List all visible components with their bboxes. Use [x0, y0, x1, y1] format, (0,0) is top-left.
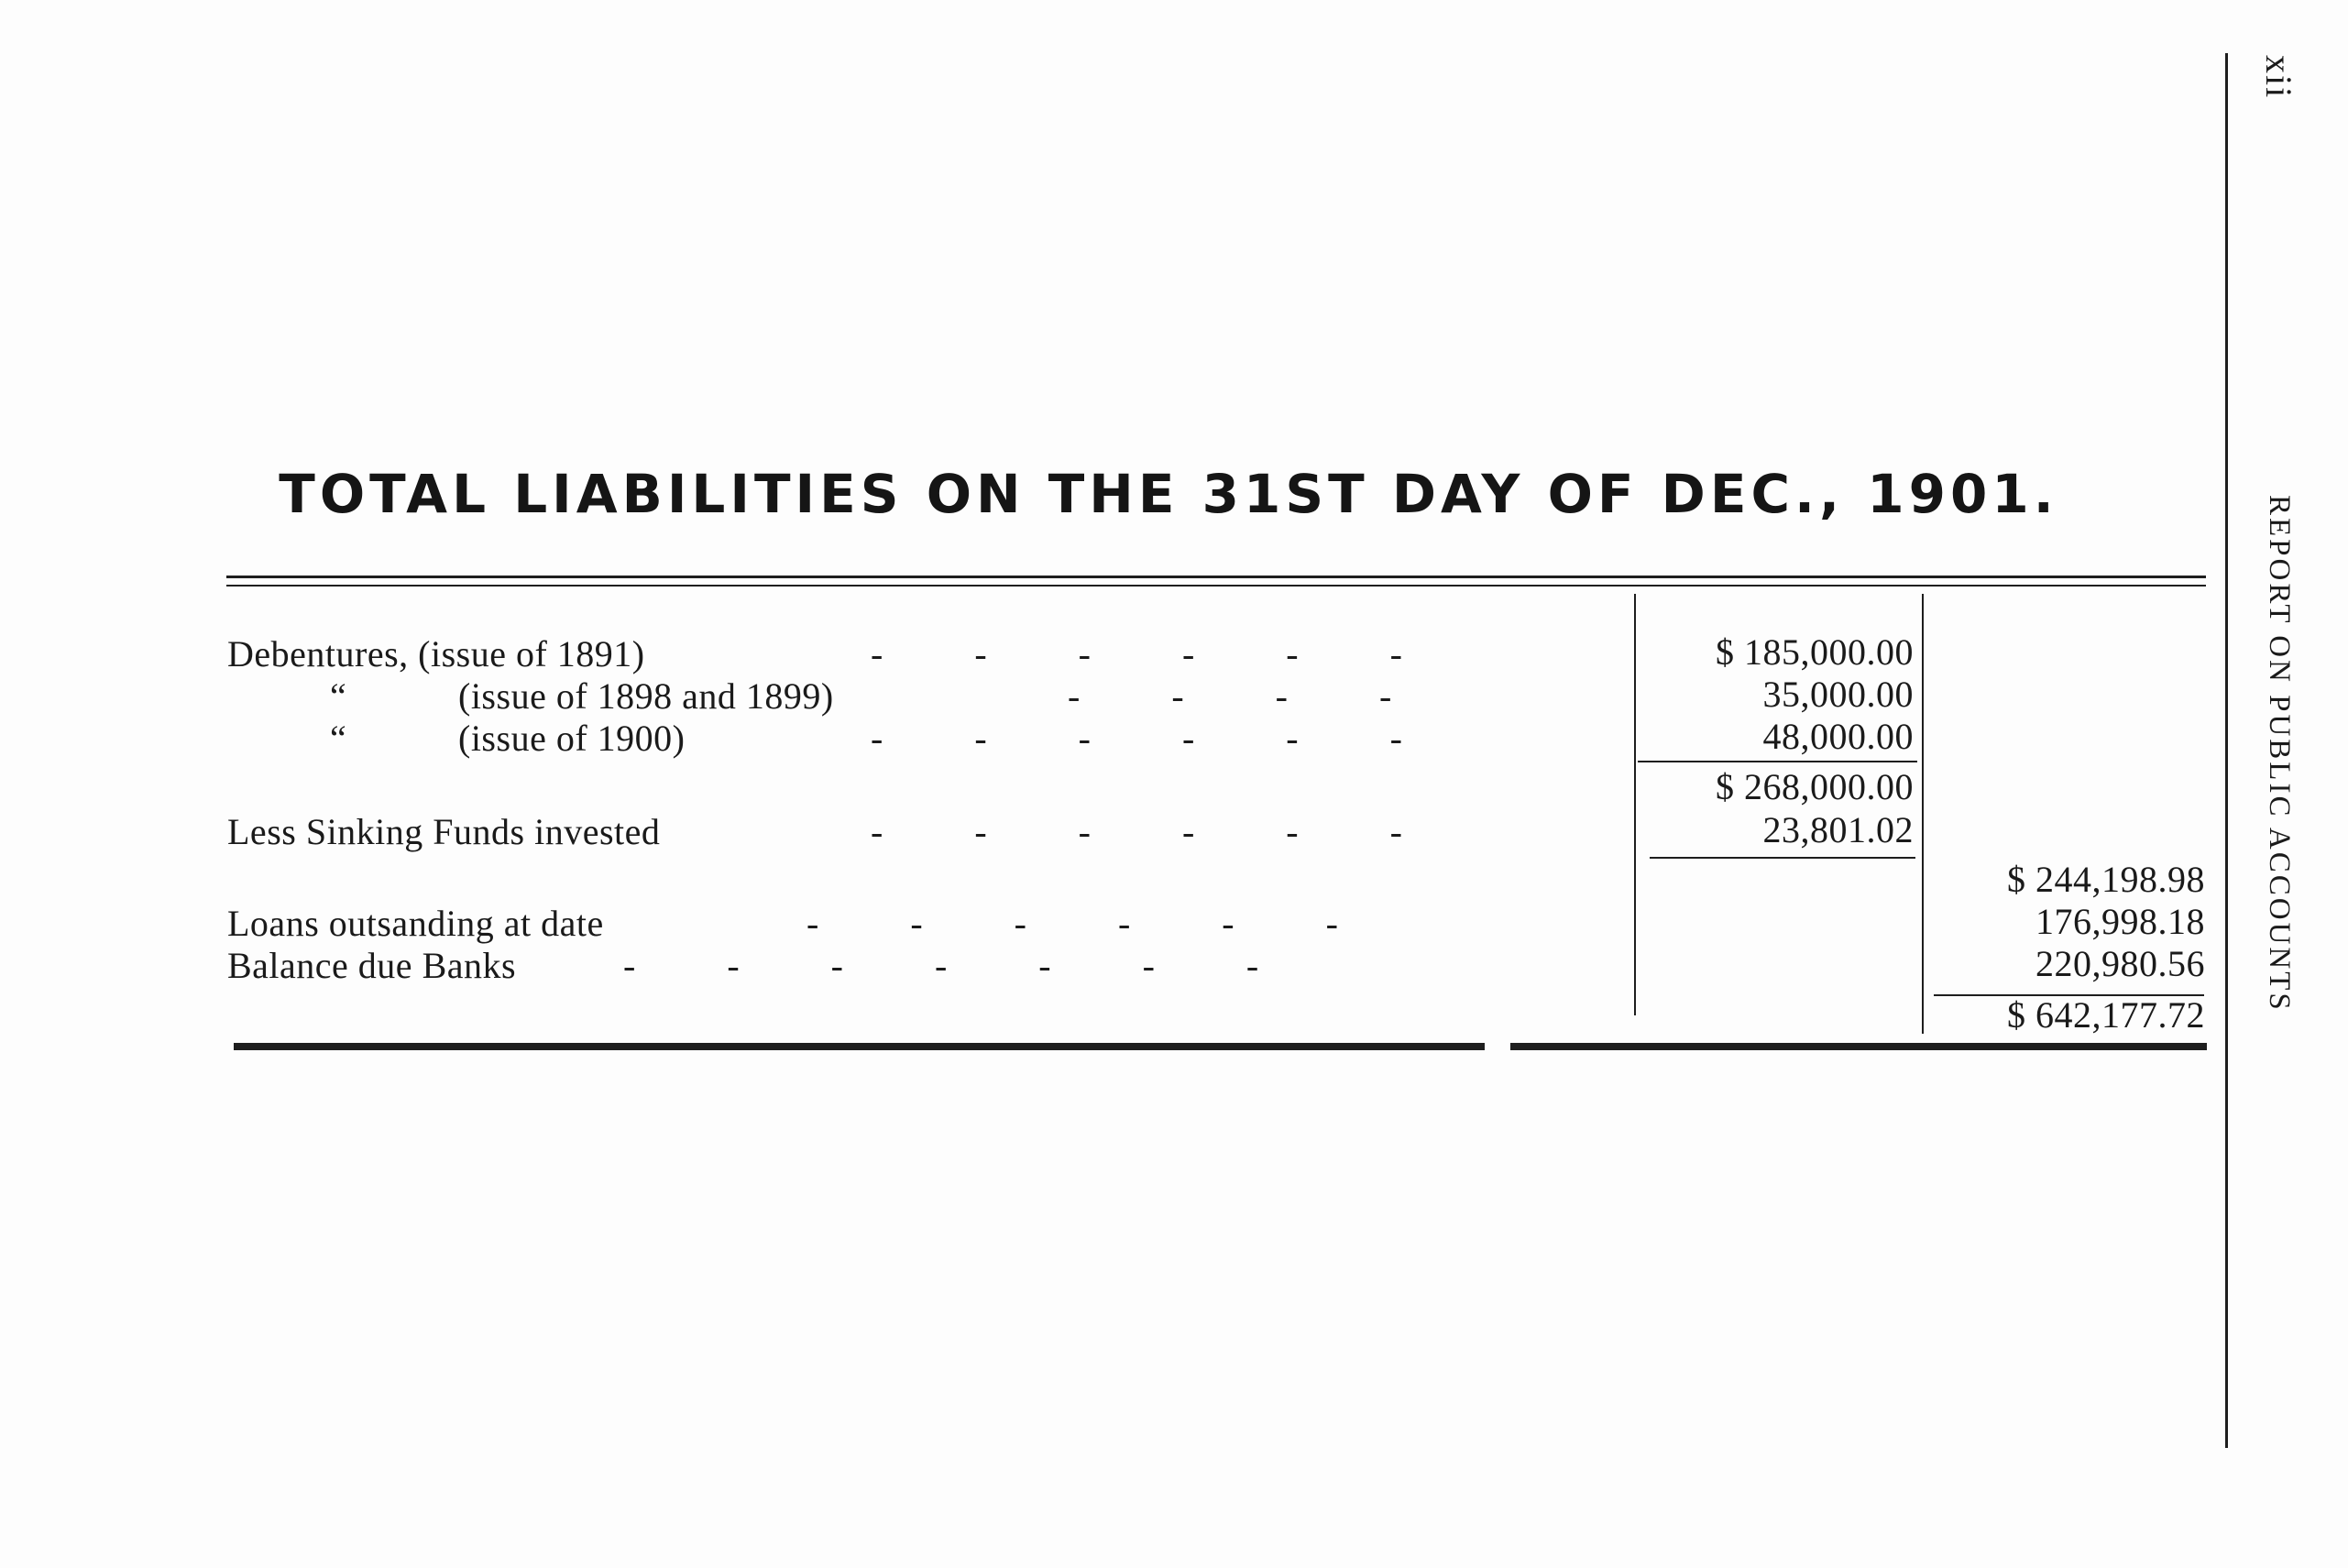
- leader-dashes: - - - - - -: [871, 633, 1402, 674]
- row-label-debentures-1900: (issue of 1900): [458, 718, 686, 759]
- row-label-debentures-1891: Debentures, (issue of 1891): [227, 633, 645, 674]
- table-top-rule-thin: [226, 585, 2206, 587]
- page-title: TOTAL LIABILITIES ON THE 31ST DAY OF DEC., 1901.: [279, 463, 2058, 525]
- row-label-debentures-1898: (issue of 1898 and 1899): [458, 675, 834, 717]
- ditto-mark: “: [330, 718, 346, 759]
- column-rule-b: [1922, 594, 1924, 1034]
- page-number: xii: [2258, 55, 2299, 100]
- table-bottom-rule-left: [234, 1043, 1485, 1050]
- ditto-mark: “: [330, 675, 346, 717]
- leader-dashes: - - - -: [1068, 675, 1392, 717]
- amount-total: $ 642,177.72: [2007, 994, 2205, 1036]
- running-head: REPORT ON PUBLIC ACCOUNTS: [2263, 495, 2296, 1013]
- net-rule: [1650, 857, 1915, 859]
- amount-balance-due: 220,980.56: [2035, 943, 2205, 984]
- table-top-rule: [226, 576, 2206, 578]
- amount-debentures-subtotal: $ 268,000.00: [1716, 766, 1914, 807]
- amount-debentures-1900: 48,000.00: [1762, 716, 1914, 757]
- row-label-balance-due: Balance due Banks: [227, 945, 517, 986]
- row-label-sinking-funds: Less Sinking Funds invested: [227, 811, 661, 852]
- amount-net-debentures: $ 244,198.98: [2007, 859, 2205, 900]
- amount-sinking-funds: 23,801.02: [1762, 809, 1914, 850]
- leader-dashes: - - - - - -: [871, 718, 1402, 759]
- subtotal-rule: [1638, 761, 1917, 762]
- row-label-loans: Loans outsanding at date: [227, 903, 604, 944]
- leader-dashes: - - - - - -: [871, 811, 1402, 852]
- margin-rule: [2225, 53, 2228, 1448]
- amount-debentures-1891: $ 185,000.00: [1716, 631, 1914, 673]
- amount-debentures-1898: 35,000.00: [1762, 674, 1914, 715]
- leader-dashes: - - - - - -: [806, 903, 1338, 944]
- leader-dashes: - - - - - - -: [623, 945, 1259, 986]
- amount-loans: 176,998.18: [2035, 901, 2205, 942]
- column-rule-a: [1634, 594, 1636, 1015]
- table-bottom-rule-right: [1510, 1043, 2207, 1050]
